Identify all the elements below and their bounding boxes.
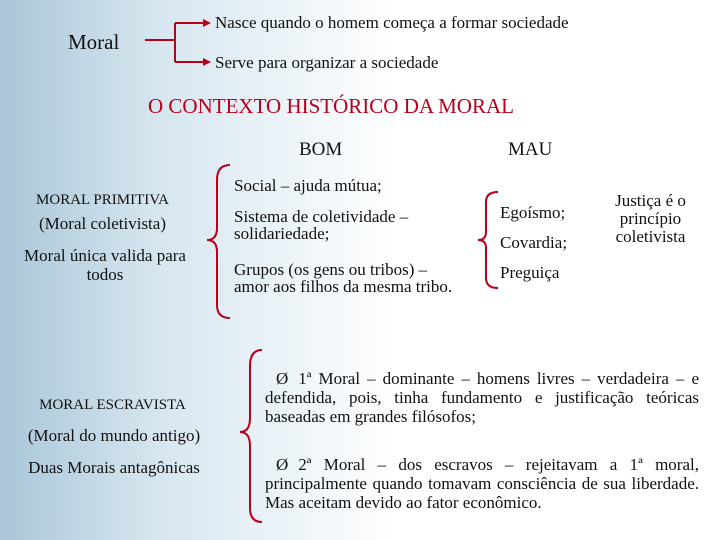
page-title: O CONTEXTO HISTÓRICO DA MORAL xyxy=(148,94,514,118)
moral-label: Moral xyxy=(68,30,120,54)
bom-item: Social – ajuda mútua; xyxy=(234,176,382,195)
bullet-text: 1ª Moral – dominante – homens livres – verdadeira – e defendida, pois, tinha fundamento e justificação teóricas baseadas em grandes filósofos; xyxy=(265,369,699,426)
column-mau: MAU xyxy=(508,139,553,160)
mau-item: Preguiça xyxy=(500,263,560,282)
mau-item: Egoísmo; xyxy=(500,203,566,222)
brace-escravista xyxy=(240,350,262,522)
branch-purpose: Serve para organizar a sociedade xyxy=(215,53,439,72)
escravista-note: Duas Morais antagônicas xyxy=(28,458,200,477)
bullet-item xyxy=(265,455,699,512)
bullet-arrow-icon: Ø xyxy=(276,455,289,474)
arrow-head-2 xyxy=(203,58,211,66)
arrow-head-1 xyxy=(203,19,211,27)
mau-item: Covardia; xyxy=(500,233,568,252)
escravista-heading: MORAL ESCRAVISTA xyxy=(39,397,186,413)
brace-mau xyxy=(478,192,498,288)
justice-note: Justiça é o princípio coletivista xyxy=(615,191,686,246)
branch-birth: Nasce quando o homem começa a formar sociedade xyxy=(215,13,569,32)
primitiva-note: Moral única valida para todos xyxy=(24,246,186,284)
brace-bom xyxy=(207,165,230,318)
bullet-arrow-icon: Ø xyxy=(276,369,289,388)
bom-item: Grupos (os gens ou tribos) – amor aos filhos da mesma tribo. xyxy=(234,260,453,296)
bom-item: Sistema de coletividade – solidariedade; xyxy=(234,207,409,243)
bullet-text: 2ª Moral – dos escravos – rejeitavam a 1ª moral, principalmente quando tomavam consciência de sua liberdade. Mas aceitam devido ao fator econômico. xyxy=(265,455,699,512)
column-bom: BOM xyxy=(299,139,343,160)
bullet-item xyxy=(265,369,699,426)
escravista-subtitle: (Moral do mundo antigo) xyxy=(27,426,201,445)
moral-bracket xyxy=(145,23,203,62)
primitiva-subtitle: (Moral coletivista) xyxy=(39,214,166,233)
primitiva-heading: MORAL PRIMITIVA xyxy=(36,192,169,208)
